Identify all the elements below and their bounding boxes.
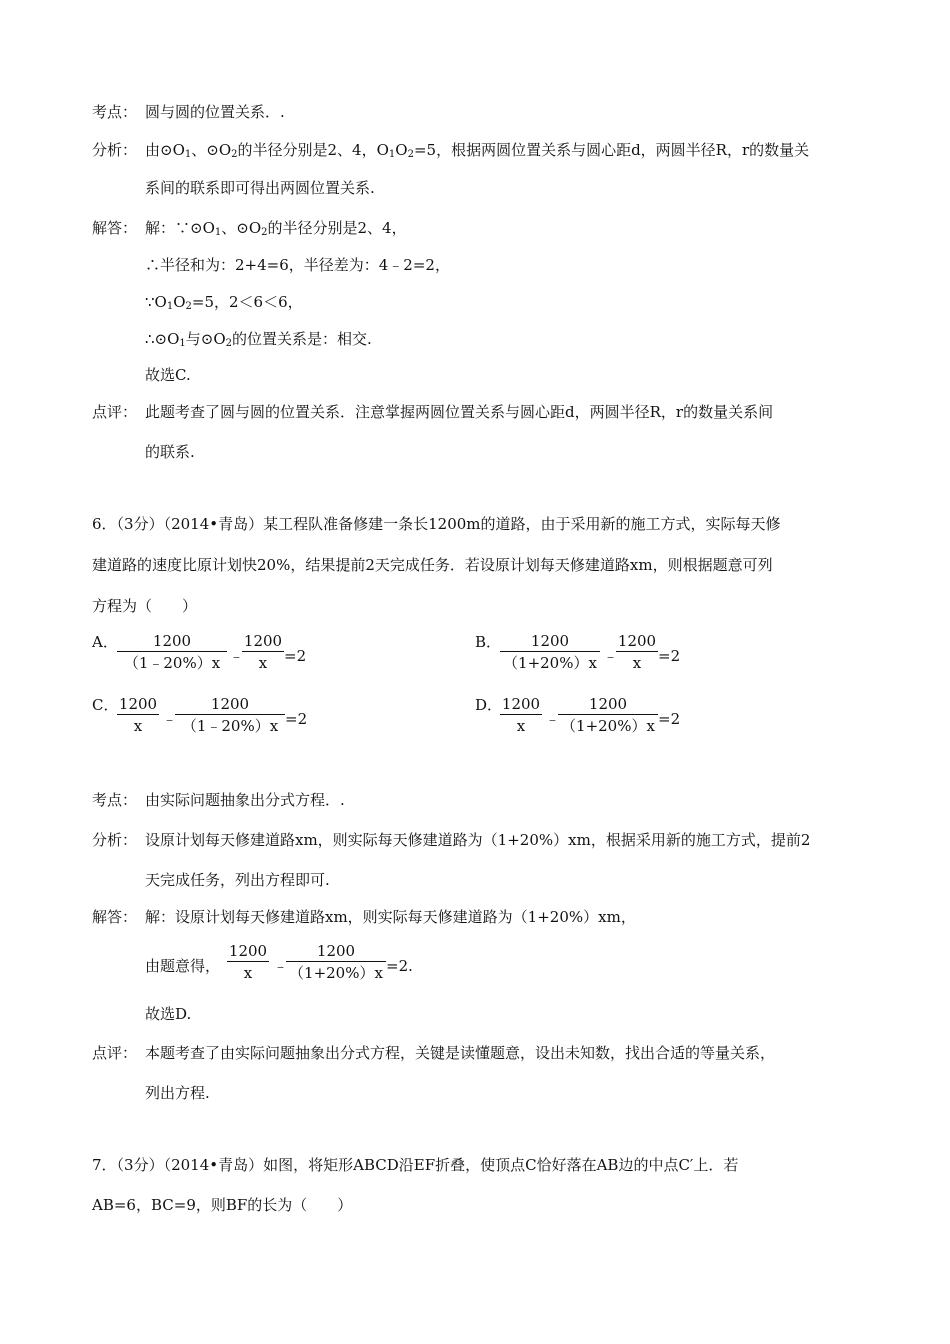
q6-fenxi-line1: 设原计划每天修建道路xm，则实际每天修建道路为（1+20%）xm，根据采用新的施工方式，提前2 [145, 831, 811, 849]
q5-fenxi-line1: 由$⊙O_1$、$⊙O_2$的半径分别是2、4，$O_1O_2=5$，根据两圆位置关系与圆心距d，两圆半径R，r的数量关 [145, 141, 810, 160]
q5-dianping-label: 点评： [92, 403, 138, 421]
q6-option-a-frac2: 1200 x [243, 632, 283, 672]
q5-fenxi-line2: 系间的联系即可得出两圆位置关系. [145, 179, 375, 197]
q6-option-b-label: B． [475, 633, 502, 651]
q6-jieda-line1: 解：设原计划每天修建道路xm，则实际每天修建道路为（1+20%）xm， [145, 908, 636, 926]
q6-jieda-label: 解答： [92, 908, 138, 926]
q6-option-b-frac1: 1200 （1+20%）x [500, 632, 600, 672]
q6-option-c-eq: =2 [285, 710, 308, 728]
q6-option-c-frac1: 1200 x [118, 695, 158, 735]
q5-kaodian-label: 考点： [92, 103, 138, 121]
q6-jieda-minus: ﹣ [273, 957, 289, 975]
q5-fenxi-label: 分析： [92, 141, 138, 159]
q6-option-a-eq: =2 [284, 647, 307, 665]
q6-option-b-frac2: 1200 x [617, 632, 657, 672]
q6-option-a-minus: ﹣ [229, 647, 245, 665]
q6-option-d-frac1: 1200 x [501, 695, 541, 735]
q5-jieda-line5: 故选C. [145, 366, 191, 384]
q6-option-d-label: D． [475, 696, 503, 714]
q5-dianping-line1: 此题考查了圆与圆的位置关系．注意掌握两圆位置关系与圆心距d，两圆半径R，r的数量关系间 [145, 403, 774, 421]
q6-option-c-frac2: 1200 （1﹣20%）x [175, 695, 285, 735]
q6-dianping-line2: 列出方程. [145, 1084, 210, 1102]
q6-option-d-eq: =2 [658, 710, 681, 728]
q6-kaodian-text: 由实际问题抽象出分式方程．. [145, 791, 345, 809]
q6-option-c-label: C． [92, 696, 119, 714]
q5-jieda-line3: $\because O_1O_2=5$，2＜6＜6， [145, 293, 303, 312]
q6-option-c-minus: ﹣ [162, 710, 178, 728]
q6-dianping-line1: 本题考查了由实际问题抽象出分式方程，关键是读懂题意，设出未知数，找出合适的等量关系， [145, 1044, 776, 1062]
q6-option-d-minus: ﹣ [545, 710, 561, 728]
q5-jieda-line1: 解：$\because⊙O_1$、$⊙O_2$的半径分别是2、4， [145, 219, 407, 238]
q7-stem-line1: 7．（3分）（2014•青岛）如图，将矩形ABCD沿EF折叠，使顶点C恰好落在AB边的中点C′上．若 [92, 1156, 739, 1174]
q6-option-b-eq: =2 [658, 647, 681, 665]
q5-jieda-label: 解答： [92, 219, 138, 237]
q6-fenxi-label: 分析： [92, 831, 138, 849]
q7-stem-line2: AB=6，BC=9，则BF的长为（ ） [92, 1196, 353, 1214]
q5-kaodian-text: 圆与圆的位置关系．. [145, 103, 285, 121]
q6-option-a-label: A． [92, 633, 118, 651]
q6-jieda-line2: 由题意得， [145, 957, 221, 975]
q6-option-b-minus: ﹣ [603, 647, 619, 665]
q6-jieda-eq: =2. [386, 957, 413, 975]
q6-stem-line2: 建道路的速度比原计划快20%，结果提前2天完成任务．若设原计划每天修建道路xm，则根据题意可列 [92, 556, 773, 574]
q6-kaodian-label: 考点： [92, 791, 138, 809]
q6-option-a-frac1: 1200 （1﹣20%）x [117, 632, 227, 672]
q6-jieda-frac2: 1200 （1+20%）x [286, 942, 386, 982]
q5-jieda-line4: $\therefore⊙O_1$与$⊙O_2$的位置关系是：相交. [145, 330, 372, 349]
q6-option-d-frac2: 1200 （1+20%）x [558, 695, 658, 735]
q6-jieda-frac1: 1200 x [228, 942, 268, 982]
q6-fenxi-line2: 天完成任务，列出方程即可. [145, 871, 330, 889]
q6-jieda-line3: 故选D. [145, 1005, 192, 1023]
q6-dianping-label: 点评： [92, 1044, 138, 1062]
q5-jieda-line2: ∴半径和为：2+4=6，半径差为：4﹣2=2， [145, 256, 450, 274]
q6-stem-line1: 6．（3分）（2014•青岛）某工程队准备修建一条长1200m的道路，由于采用新的施工方式，实际每天修 [92, 515, 781, 533]
q6-stem-line3: 方程为（ ） [92, 597, 198, 615]
q5-dianping-line2: 的联系. [145, 443, 195, 461]
